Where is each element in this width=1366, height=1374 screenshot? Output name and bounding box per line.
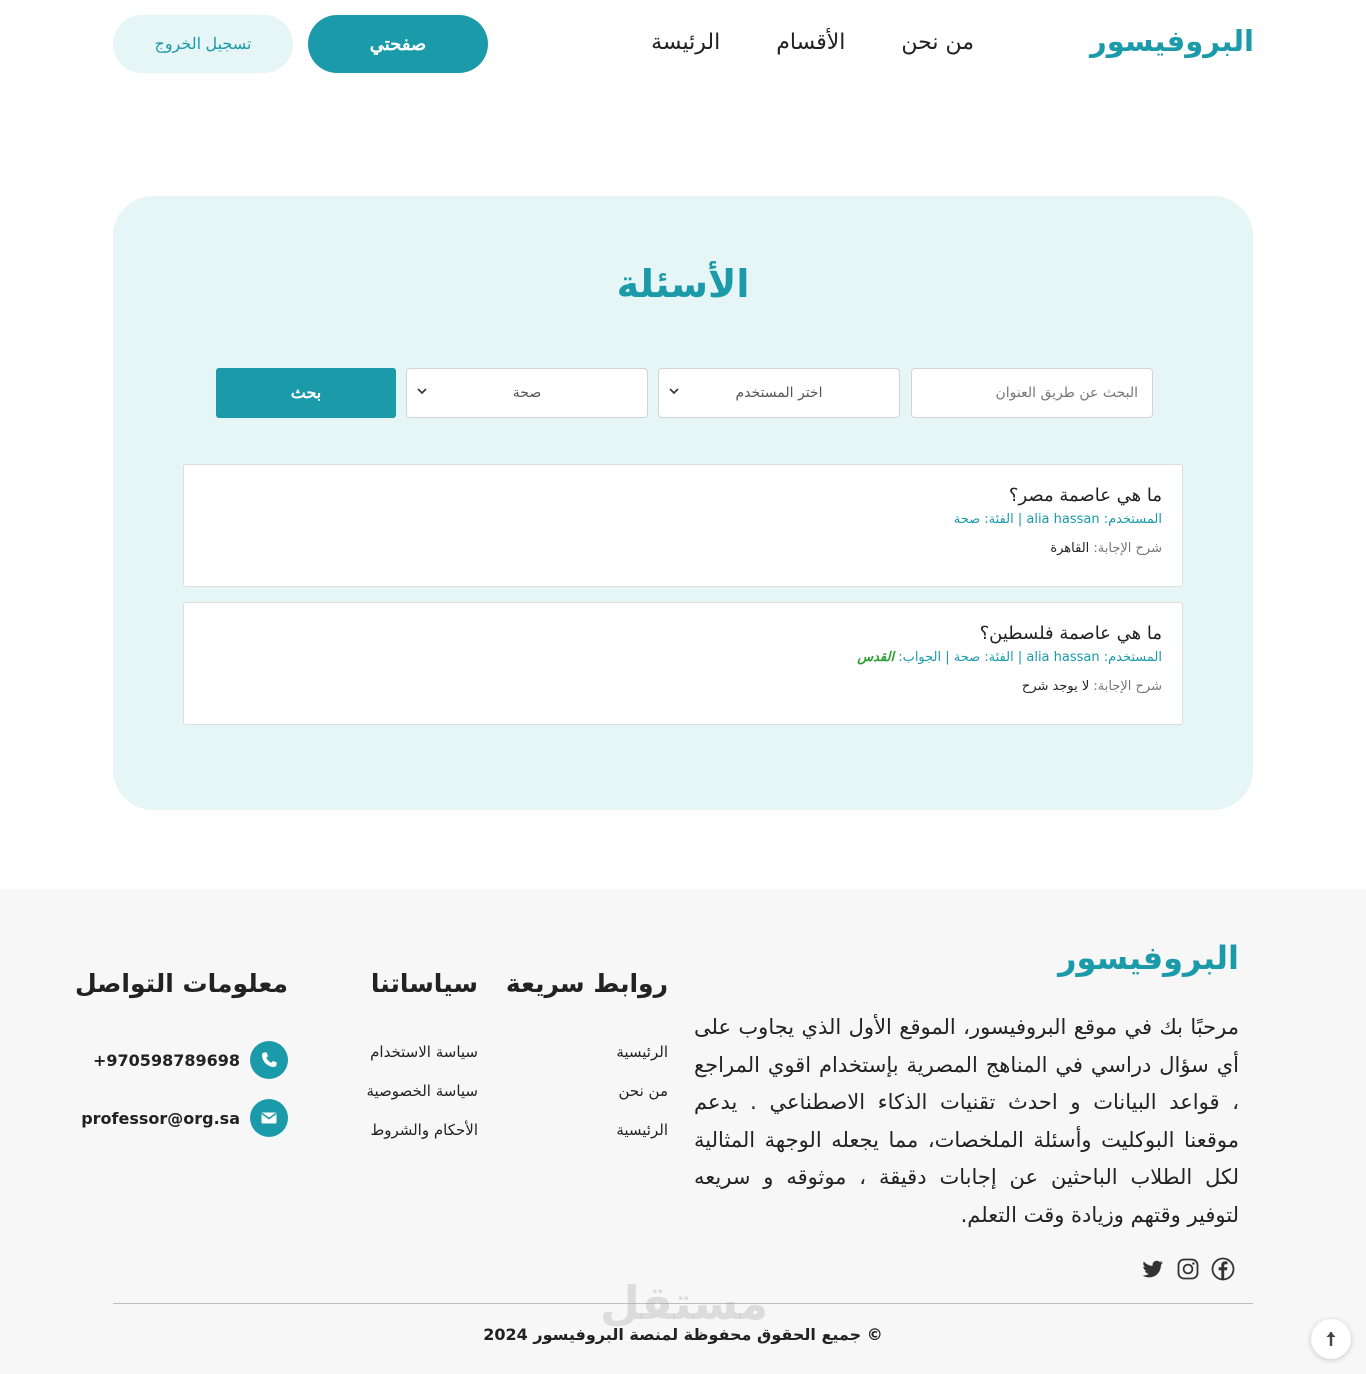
nav-sections[interactable]: الأقسام bbox=[776, 30, 846, 55]
explanation-label: شرح الإجابة: bbox=[1093, 679, 1162, 694]
explanation-value: القاهرة bbox=[1050, 541, 1090, 556]
explanation-label: شرح الإجابة: bbox=[1093, 541, 1162, 556]
question-explanation bbox=[204, 679, 1162, 694]
quick-link[interactable]: الرئيسية bbox=[616, 1043, 668, 1061]
my-page-button[interactable]: صفحتي bbox=[308, 15, 488, 73]
email-address: professor@org.sa bbox=[81, 1108, 240, 1128]
scroll-to-top-button[interactable] bbox=[1311, 1319, 1351, 1359]
watermark-logo: مستقل bbox=[600, 1276, 769, 1330]
contact-phone[interactable] bbox=[93, 1041, 288, 1079]
page-title: الأسئلة bbox=[616, 262, 750, 306]
questions-panel bbox=[113, 196, 1253, 810]
quick-link[interactable]: الرئيسية bbox=[616, 1121, 668, 1139]
question-text: ما هي عاصمة مصر؟ bbox=[1008, 485, 1162, 506]
answer-value: القدس bbox=[857, 650, 895, 665]
question-meta-text: المستخدم: alia hassan | الفئة: صحة | bbox=[941, 650, 1162, 665]
quick-links-list bbox=[616, 1043, 668, 1160]
category-select-value: صحة bbox=[512, 385, 542, 401]
logout-button[interactable]: تسجيل الخروج bbox=[113, 15, 293, 73]
question-meta bbox=[204, 512, 1162, 527]
question-card[interactable] bbox=[183, 602, 1183, 725]
mail-icon bbox=[250, 1099, 288, 1137]
chevron-down-icon bbox=[669, 386, 679, 396]
policies-list bbox=[366, 1043, 478, 1160]
policy-link[interactable]: الأحكام والشروط bbox=[370, 1121, 478, 1139]
contact-title: معلومات التواصل bbox=[74, 969, 288, 998]
question-explanation bbox=[204, 541, 1162, 556]
search-button[interactable]: بحث bbox=[216, 368, 396, 418]
user-select-value: اختر المستخدم bbox=[735, 385, 823, 401]
quick-links-title: روابط سريعة bbox=[505, 969, 668, 998]
policy-link[interactable]: سياسة الاستخدام bbox=[370, 1043, 478, 1061]
brand-logo[interactable]: البروفيسور bbox=[1090, 24, 1254, 58]
user-select[interactable] bbox=[658, 368, 900, 418]
category-select[interactable] bbox=[406, 368, 648, 418]
footer-about: مرحبًا بك في موقع البروفيسور، الموقع الأول الذي يجاوب على أي سؤال دراسي في المناهج المصرية بإستخدام اقوي المراجع ، قواعد البيانات و احدث تقنيات الذكاء الاصطناعي . يدعم موقعنا البوكليت وأسئلة الملخصات، مما يجعله الوجهة المثالية لكل الطلاب الباحثين عن إجابات دقيقة ، موثوقه و سريعه لتوفير وقتهم وزيادة وقت التعلم. bbox=[694, 1015, 1239, 1227]
question-meta bbox=[204, 650, 1162, 665]
phone-icon bbox=[250, 1041, 288, 1079]
policy-link[interactable]: سياسة الخصوصية bbox=[366, 1082, 478, 1100]
question-card[interactable] bbox=[183, 464, 1183, 587]
explanation-value: لا يوجد شرح bbox=[1021, 679, 1090, 694]
chevron-down-icon bbox=[417, 386, 427, 396]
contact-email[interactable] bbox=[81, 1099, 288, 1137]
footer-brand: البروفيسور bbox=[1058, 939, 1239, 977]
site-header bbox=[0, 0, 1366, 90]
arrow-up-icon bbox=[1323, 1330, 1339, 1348]
twitter-icon[interactable] bbox=[1140, 1256, 1166, 1282]
main-nav bbox=[651, 30, 974, 55]
policies-title: سياساتنا bbox=[370, 969, 478, 998]
instagram-icon[interactable] bbox=[1175, 1256, 1201, 1282]
quick-link[interactable]: من نحن bbox=[618, 1082, 668, 1100]
phone-number: +970598789698 bbox=[93, 1050, 240, 1070]
copyright: © جميع الحقوق محفوظة لمنصة البروفيسور 2024 bbox=[483, 1325, 883, 1344]
facebook-icon[interactable] bbox=[1210, 1256, 1236, 1282]
nav-home[interactable]: الرئيسة bbox=[651, 30, 721, 55]
question-meta-text: المستخدم: alia hassan | الفئة: صحة bbox=[953, 512, 1162, 527]
search-input[interactable]: البحث عن طريق العنوان bbox=[911, 368, 1153, 418]
answer-label: الجواب: bbox=[894, 650, 942, 665]
question-text: ما هي عاصمة فلسطين؟ bbox=[979, 623, 1162, 644]
nav-about[interactable]: من نحن bbox=[901, 30, 974, 55]
